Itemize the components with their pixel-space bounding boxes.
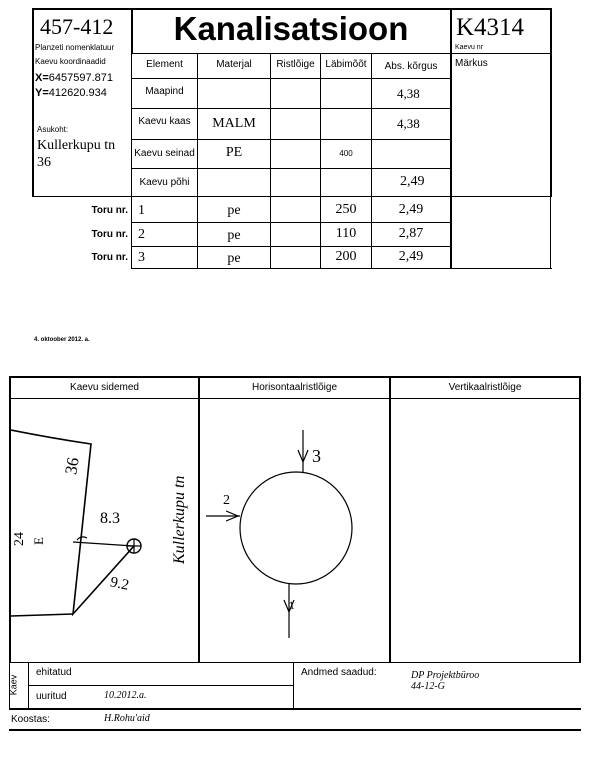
row-seinad-element: Kaevu seinad: [134, 148, 195, 159]
coord-x-value: 6457597.871: [48, 72, 113, 84]
col-header-markus: Märkus: [455, 58, 488, 69]
hw-label-8-3: 8.3: [100, 510, 120, 527]
hw-pipe-3: 3: [312, 446, 321, 466]
hw-pipe-2: 2: [223, 493, 230, 508]
row-kaas-abs: 4,38: [397, 116, 420, 131]
col-header-element: Element: [146, 59, 183, 70]
pipe3-labimoot: 200: [335, 249, 357, 264]
page-title: Kanalisatsioon: [173, 10, 409, 47]
col-title-horisontaal: Horisontaalristlõige: [251, 382, 338, 393]
pipe2-nr: 2: [138, 227, 145, 242]
col-header-labimoot: Läbimõõt: [325, 59, 367, 70]
pipe1-abs: 2,49: [398, 202, 424, 217]
pipe2-abs: 2,87: [398, 226, 424, 241]
hw-label-24: 24: [12, 532, 27, 546]
kaev-label: Kaev: [8, 674, 19, 696]
uuritud-value: 10.2012.a.: [104, 690, 147, 701]
koostas-value: H.Rohu'aid: [104, 713, 150, 724]
andmed-saadud-label: Andmed saadud:: [301, 667, 377, 678]
pipe3-materjal: pe: [227, 251, 241, 266]
hw-pipe-1: 1: [287, 599, 296, 613]
row-kaas-element: Kaevu kaas: [138, 116, 191, 127]
coord-x-prefix: X=: [35, 72, 49, 84]
row-kaas-materjal: MALM: [212, 116, 256, 131]
location-line1: Kullerkupu tn: [37, 138, 116, 153]
row-seinad-materjal: PE: [225, 145, 243, 160]
row-pohi-element: Kaevu põhi: [139, 177, 190, 188]
row-maapind-abs: 4,38: [397, 86, 420, 101]
date-note: 4. oktoober 2012. a.: [34, 337, 90, 343]
col-title-vertikaal: Vertikaalristlõige: [448, 382, 522, 393]
andmed-saadud-line2: 44-12-G: [411, 681, 445, 692]
pipe2-labimoot: 110: [335, 226, 357, 241]
nomenclature-value: 457-412: [40, 14, 114, 39]
ehitatud-label: ehitatud: [36, 667, 72, 678]
col-header-abs-korgus: Abs. kõrgus: [384, 61, 438, 72]
pipe1-label: Toru nr.: [91, 205, 128, 216]
well-ties-sketch: [11, 400, 198, 662]
coord-y-value: 412620.934: [48, 87, 107, 99]
uuritud-label: uuritud: [36, 691, 67, 702]
pipe3-label: Toru nr.: [91, 252, 128, 263]
hw-street-name: Kullerkupu tn: [171, 475, 188, 564]
coord-y-prefix: Y=: [35, 87, 49, 99]
well-number-label: Kaevu nr: [455, 44, 484, 51]
hw-label-e: E: [30, 537, 46, 545]
row-maapind-element: Maapind: [145, 86, 184, 97]
andmed-saadud-line1: DP Projektbüroo: [411, 670, 480, 681]
coord-x: [35, 72, 113, 84]
col-header-ristloige: Ristlõige: [276, 59, 315, 70]
location-label: Asukoht:: [37, 125, 69, 134]
pipe2-materjal: pe: [227, 228, 241, 243]
koostas-label: Koostas:: [11, 714, 50, 725]
pipe3-abs: 2,49: [398, 249, 424, 264]
pipe1-labimoot: 250: [335, 202, 357, 217]
pipe3-nr: 3: [138, 250, 145, 265]
coords-label: Kaevu koordinaadid: [35, 57, 106, 66]
location-line2: 36: [37, 155, 51, 170]
coord-y: [35, 87, 107, 99]
col-header-materjal: Materjal: [216, 59, 252, 70]
nomenclature-label: Planzeti nomenklatuur: [35, 43, 115, 52]
col-title-kaevu-sidemed: Kaevu sidemed: [70, 382, 139, 393]
pipe1-nr: 1: [138, 203, 145, 218]
horizontal-section-sketch: [200, 400, 389, 662]
pipe2-label: Toru nr.: [91, 229, 128, 240]
hw-label-9-2: 9.2: [108, 574, 131, 594]
pipe1-materjal: pe: [227, 203, 241, 218]
row-seinad-labimoot: 400: [339, 149, 353, 158]
hw-label-36: 36: [61, 455, 83, 476]
well-number-value: K4314: [456, 14, 525, 41]
row-pohi-abs: 2,49: [400, 174, 425, 189]
